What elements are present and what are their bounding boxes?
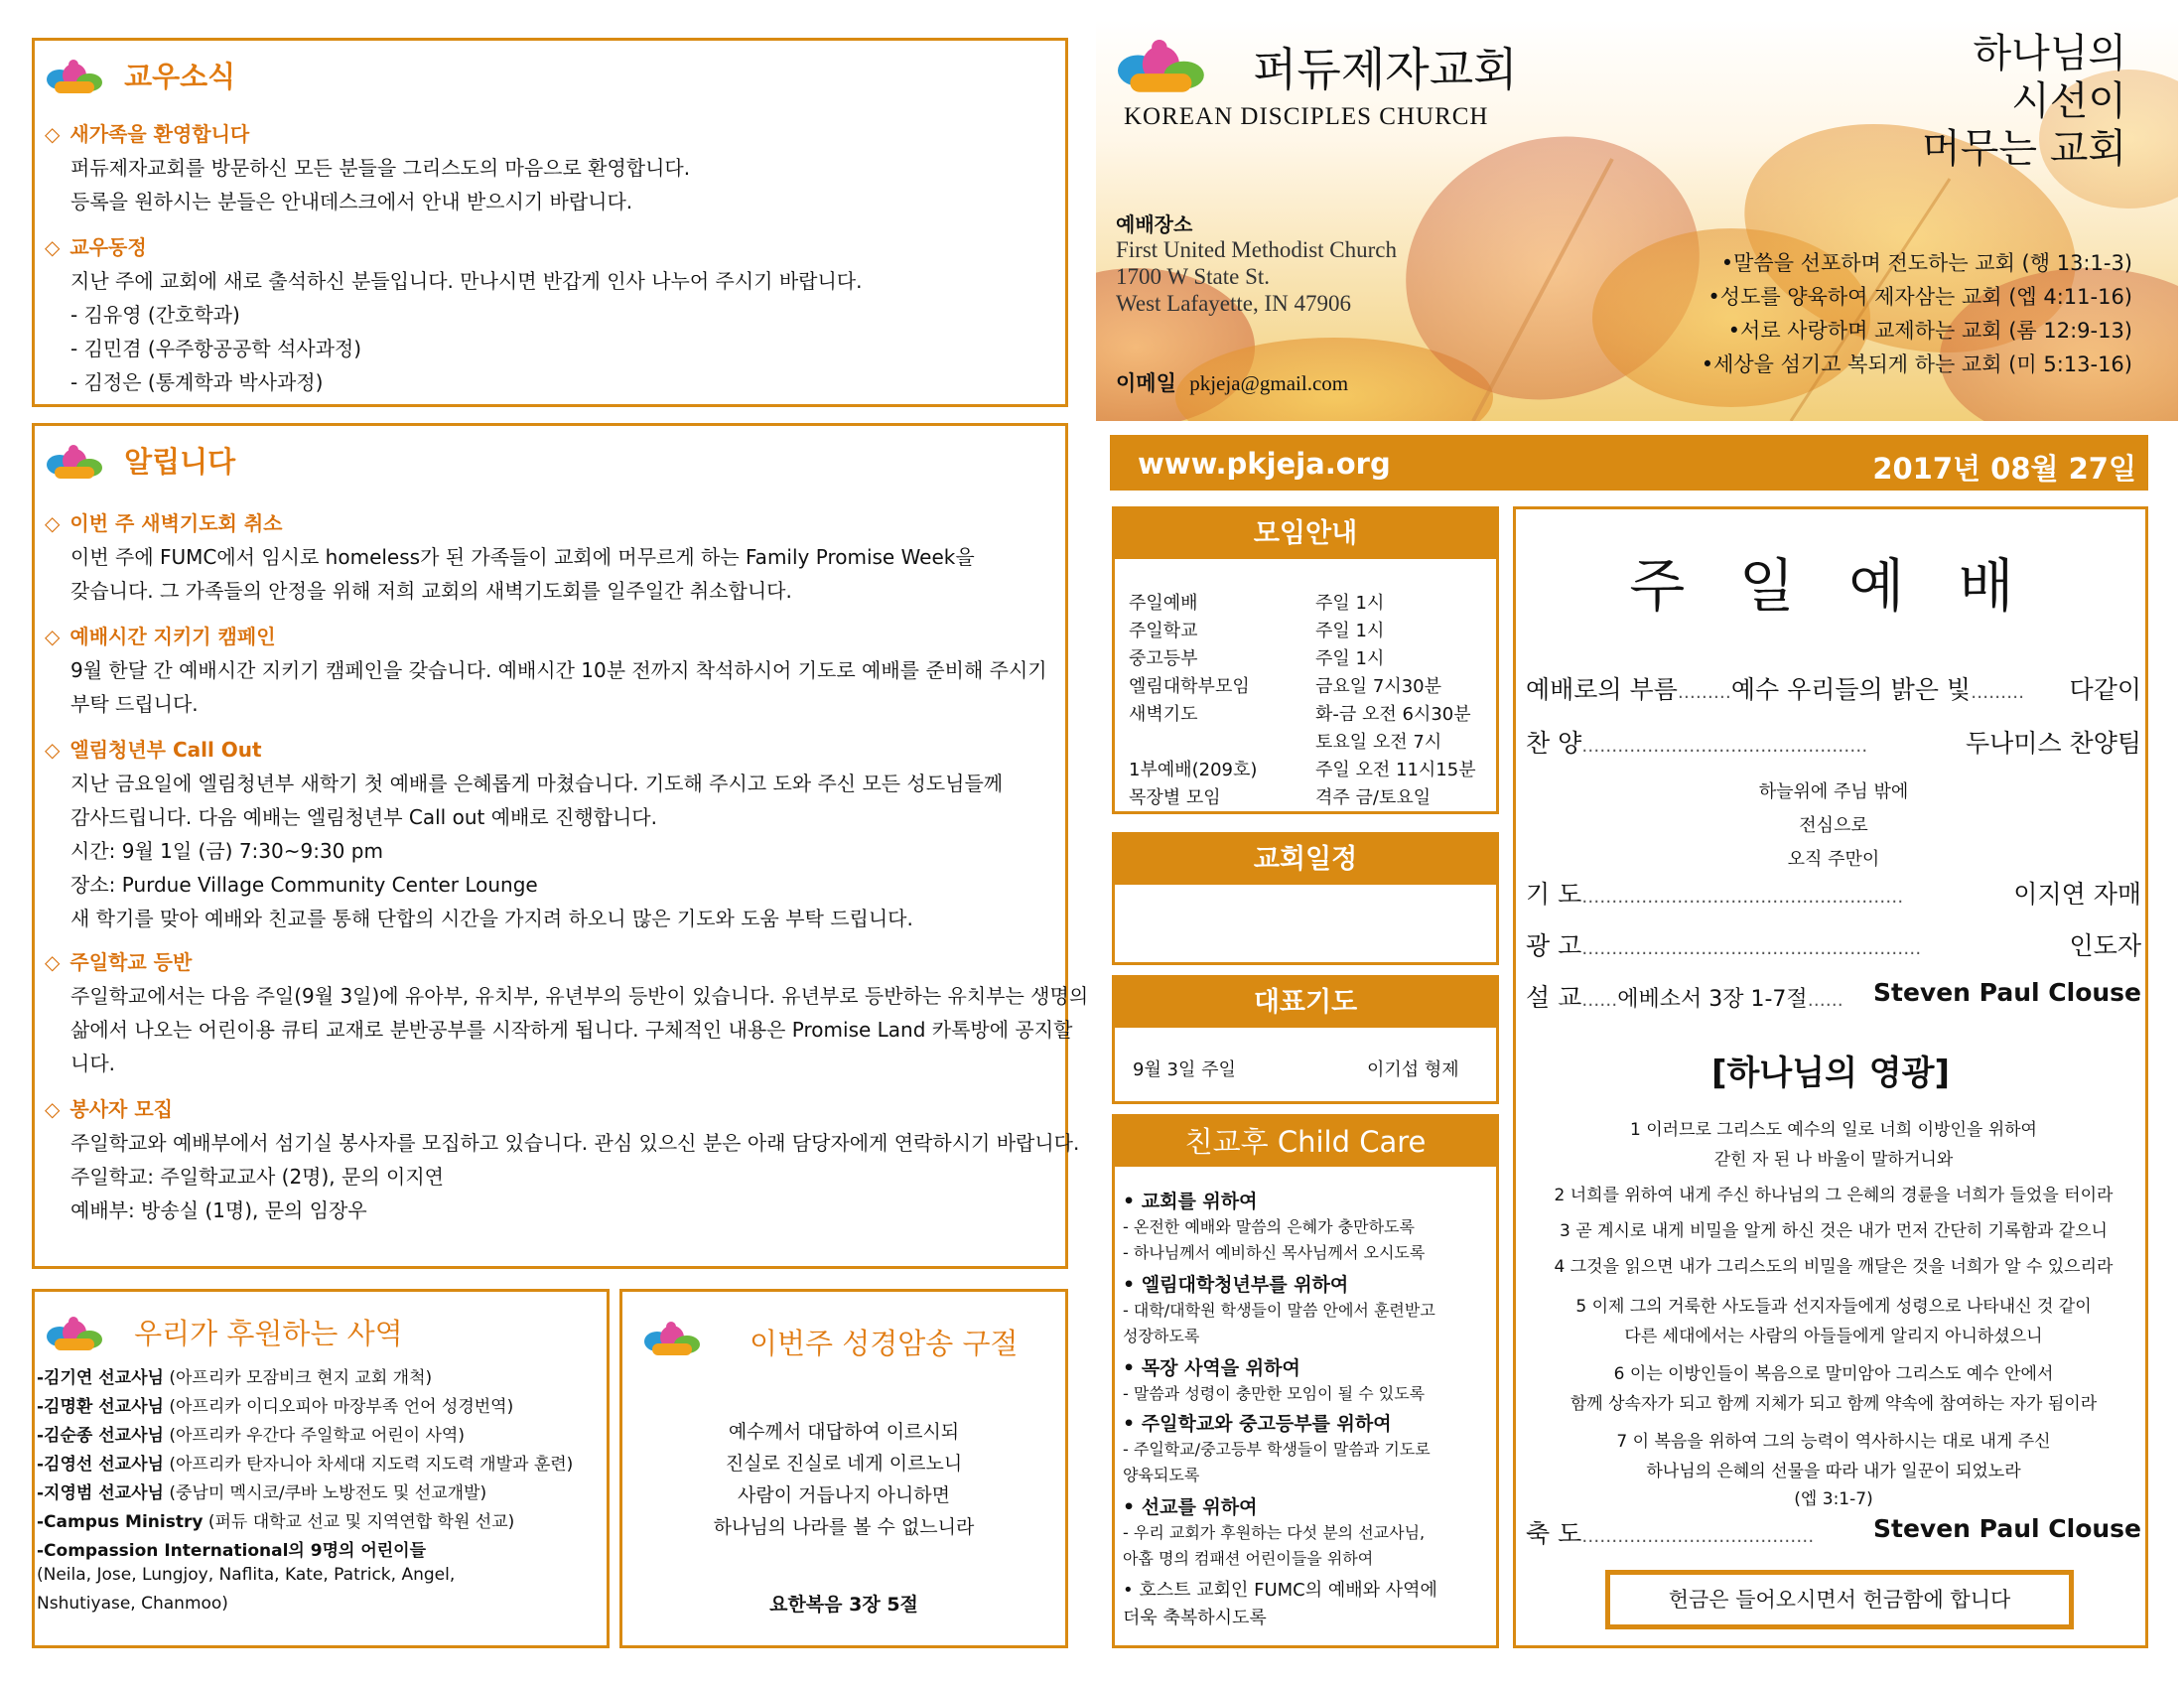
prayer-topic-line: - 말씀과 성령이 충만한 모임이 될 수 있도록: [1123, 1384, 1426, 1403]
notice-line: 주일학교: 주일학교교사 (2명), 문의 이지연: [70, 1165, 444, 1189]
notice-line: 새 학기를 맞아 예배와 친교를 통해 단합의 시간을 가지려 하오니 많은 기도와 도움 부탁 드립니다.: [70, 907, 913, 930]
notices-header: [47, 440, 235, 483]
memory-verse-ref: 요한복음 3장 5절: [769, 1594, 918, 1616]
meeting-name: 주일예배: [1129, 593, 1198, 614]
prayer-topic-line: - 우리 교회가 후원하는 다섯 분의 선교사님,: [1123, 1523, 1426, 1542]
order-announcements-leader: 인도자: [2069, 931, 2141, 960]
hymn-lyric: 하늘위에 주님 밖에: [1758, 781, 1909, 802]
childcare-section: [1112, 1114, 1499, 1648]
memory-verse-line: 하나님의 나라를 볼 수 없느니라: [713, 1516, 975, 1538]
hymn-lyric: 전심으로: [1799, 815, 1868, 836]
mission-item: -Campus Ministry (퍼듀 대학교 선교 및 지역연합 학원 선교): [37, 1512, 515, 1532]
news-line: 지난 주에 교회에 새로 출석하신 분들입니다. 만나시면 반갑게 인사 나누어 주시기 바랍니다.: [70, 269, 863, 293]
hymn-lyric: 오직 주만이: [1787, 849, 1880, 870]
prayer-topic-line: 아홉 명의 컴패션 어린이들을 위하여: [1123, 1549, 1374, 1568]
memory-verse-line: 예수께서 대답하여 이르시되: [728, 1421, 960, 1443]
meeting-time: 주일 오전 11시15분: [1315, 760, 1476, 780]
mission-item: -김기연 선교사님 (아프리카 모잠비크 현지 교회 개척): [37, 1368, 433, 1388]
missions-section: [32, 1289, 610, 1648]
prayer-topic-line: • 호스트 교회인 FUMC의 예배와 사역에: [1123, 1580, 1437, 1601]
compassion-children: Nshutiyase, Chanmoo): [37, 1594, 228, 1614]
meeting-time: 주일 1시: [1315, 621, 1385, 641]
news-item-heading: ◇ 새가족을 환영합니다: [45, 122, 250, 146]
memory-verse-section: [619, 1289, 1068, 1648]
church-logo-icon: [47, 60, 106, 97]
scripture-line: 7 이 복음을 위하여 그의 능력이 역사하시는 대로 내게 주신: [1616, 1432, 2051, 1452]
mission-item: -김순종 선교사님 (아프리카 우간다 주일학교 어린이 사역): [37, 1426, 465, 1446]
meeting-name: 1부예배(209호): [1129, 760, 1258, 780]
prayer-topic: • 주일학교와 중고등부를 위하여: [1123, 1413, 1392, 1435]
missions-title: 우리가 후원하는 사역: [134, 1317, 403, 1350]
scripture-line: 함께 상속자가 되고 함께 지체가 되고 함께 약속에 참여하는 자가 됨이라: [1570, 1394, 2098, 1414]
memory-verse-line: 진실로 진실로 네게 이르노니: [725, 1453, 963, 1475]
scripture-line: 1 이러므로 그리스도 예수의 일로 너희 이방인을 위하여: [1630, 1120, 2037, 1140]
meeting-name: 중고등부: [1129, 648, 1198, 669]
order-sermon-preacher: Steven Paul Clouse: [1873, 978, 2141, 1007]
notice-line: 이번 주에 FUMC에서 임시로 homeless가 된 가족들이 교회에 머무르게 하는 Family Promise Week을: [70, 545, 975, 569]
order-benediction-leader: Steven Paul Clouse: [1873, 1514, 2141, 1543]
news-title: 교우소식: [124, 60, 236, 93]
news-line: - 김정은 (통계학과 박사과정): [70, 370, 324, 394]
church-name-korean: 퍼듀제자교회: [1253, 43, 1518, 96]
scripture-line: 다른 세대에서는 사람의 아들들에게 알리지 아니하셨으니: [1624, 1327, 2043, 1346]
news-line: 등록을 원하시는 분들은 안내데스크에서 안내 받으시기 바랍니다.: [70, 190, 633, 213]
notice-line: 감사드립니다. 다음 예배는 엘림청년부 Call out 예배로 진행합니다.: [70, 805, 657, 829]
meeting-name: 주일학교: [1129, 621, 1198, 641]
order-call-leader: 다같이: [2069, 675, 2141, 704]
notice-line: 삶에서 나오는 어린이용 큐티 교재로 분반공부를 시작하게 됩니다. 구체적인 내용은 Promise Land 카톡방에 공지할: [70, 1018, 1073, 1042]
meeting-name: 목장별 모임: [1129, 787, 1221, 808]
notices-title: 알립니다: [124, 445, 236, 479]
website-date-bar: [1110, 435, 2148, 491]
prayer-topic: • 엘림대학청년부를 위하여: [1123, 1274, 1349, 1296]
meetings-title: 모임안내: [1115, 509, 1496, 559]
news-line: - 김유영 (간호학과): [70, 303, 240, 327]
church-logo-icon: [47, 445, 106, 483]
order-announcements: 광 고…………………………………………………: [1526, 931, 1922, 960]
order-sermon: 설 교……에베소서 3장 1-7절……: [1526, 983, 1843, 1012]
meeting-time: 화-금 오전 6시30분: [1315, 704, 1471, 725]
meeting-time: 주일 1시: [1315, 593, 1385, 614]
notice-heading: ◇ 예배시간 지키기 캠페인: [45, 625, 276, 648]
offering-notice: 헌금은 들어오시면서 헌금함에 합니다: [1605, 1570, 2074, 1629]
order-hymn: 찬 양…………………………………………: [1526, 729, 1868, 758]
order-benediction: 축 도…………………………………: [1526, 1519, 1815, 1548]
scripture-line: 하나님의 은혜의 선물을 따라 내가 일꾼이 되었노라: [1646, 1462, 2021, 1481]
prayer-date: 9월 3일 주일: [1133, 1059, 1236, 1080]
order-call-to-worship: 예배로의 부름………예수 우리들의 밝은 빛………: [1526, 675, 2025, 704]
notice-heading: ◇ 엘림청년부 Call Out: [45, 738, 262, 762]
notice-line: 갖습니다. 그 가족들의 안정을 위해 저희 교회의 새벽기도회를 일주일간 취소합니다.: [70, 579, 792, 603]
worship-order-section: [1513, 506, 2148, 1648]
notice-line: 주일학교에서는 다음 주일(9월 3일)에 유아부, 유치부, 유년부의 등반이 있습니다. 유년부로 등반하는 유치부는 생명의: [70, 984, 1089, 1008]
sermon-title: [하나님의 영광]: [1711, 1054, 1950, 1093]
church-logo-icon: [47, 1317, 106, 1354]
notice-line: 예배부: 방송실 (1명), 문의 임장우: [70, 1198, 367, 1222]
scripture-line: 갇힌 자 된 나 바울이 말하거니와: [1713, 1150, 1954, 1170]
notice-line: 지난 금요일에 엘림청년부 새학기 첫 예배를 은혜롭게 마쳤습니다. 기도해 주시고 도와 주신 모든 성도님들께: [70, 772, 1004, 795]
email-link[interactable]: pkjeja@gmail.com: [1189, 371, 1349, 395]
meeting-name: 새벽기도: [1129, 704, 1198, 725]
news-line: - 김민겸 (우주항공공학 석사과정): [70, 337, 362, 360]
prayer-topic: • 목장 사역을 위하여: [1123, 1357, 1300, 1379]
prayer-topic: • 교회를 위하여: [1123, 1191, 1258, 1212]
scripture-line: 4 그것을 읽으면 내가 그리스도의 비밀을 깨달은 것을 너희가 알 수 있으리라: [1554, 1257, 2114, 1277]
mission-item: -Compassion International의 9명의 어린이들: [37, 1541, 427, 1561]
notice-heading: ◇ 주일학교 등반: [45, 950, 193, 974]
meetings-section: [1112, 506, 1499, 814]
meeting-time: 주일 1시: [1315, 648, 1385, 669]
worship-location-label: 예배장소: [1116, 212, 1193, 236]
prayer-person: 이기섭 형제: [1367, 1059, 1459, 1080]
meeting-time: 금요일 7시30분: [1315, 676, 1442, 697]
order-prayer: 기 도………………………………………………: [1526, 880, 1904, 909]
news-section: [32, 38, 1068, 407]
scripture-reference: (엡 3:1-7): [1794, 1489, 1873, 1509]
notice-line: 부탁 드립니다.: [70, 692, 199, 716]
church-schedule-section: [1112, 832, 1499, 965]
memory-verse-title: 이번주 성경암송 구절: [750, 1327, 1019, 1360]
church-values: •말씀을 선포하며 전도하는 교회 (행 13:1-3) •성도를 양육하여 제자삼는 교회 (엡 4:11-16) •서로 사랑하며 교제하는 교회 (롬 12:9-13) •세상을 섬기고 복되게 하는 교회 (미 5:13-16): [1701, 251, 2132, 376]
church-name-english: KOREAN DISCIPLES CHURCH: [1124, 103, 1489, 130]
news-header: [47, 55, 235, 97]
notice-line: 니다.: [70, 1052, 115, 1075]
prayer-topic-line: 양육되도록: [1123, 1466, 1200, 1484]
compassion-children: (Neila, Jose, Lungjoy, Naflita, Kate, Patrick, Angel,: [37, 1565, 456, 1585]
church-logo-icon: [1118, 40, 1210, 98]
prayer-topic: • 선교를 위하여: [1123, 1496, 1258, 1518]
prayer-leader-section: [1112, 975, 1499, 1104]
mission-item: -김영선 선교사님 (아프리카 탄자니아 차세대 지도력 지도력 개발과 훈련): [37, 1455, 574, 1475]
notices-section: [32, 423, 1089, 1269]
prayer-topic-line: - 하나님께서 예비하신 목사님께서 오시도록: [1123, 1243, 1426, 1262]
missions-header: [47, 1312, 403, 1354]
bulletin-date: 2017년 08월 27일: [1872, 452, 2136, 486]
prayer-topic-line: - 대학/대학원 학생들이 말씀 안에서 훈련받고: [1123, 1301, 1435, 1320]
scripture-line: 3 곧 계시로 내게 비밀을 알게 하신 것은 내가 먼저 간단히 기록함과 같으니: [1560, 1221, 2108, 1241]
order-hymn-leader: 두나미스 찬양팀: [1966, 729, 2141, 758]
meeting-time: 토요일 오전 7시: [1315, 732, 1442, 753]
scripture-line: 2 너희를 위하여 내게 주신 하나님의 그 은혜의 경륜을 너희가 들었을 터이라: [1554, 1186, 2114, 1205]
website-link[interactable]: www.pkjeja.org: [1138, 447, 1391, 481]
address: First United Methodist Church 1700 W State St. West Lafayette, IN 47906: [1116, 237, 1398, 316]
slogan: 하나님의 시선이 머무는 교회: [1922, 31, 2126, 172]
schedule-title: 교회일정: [1115, 835, 1496, 885]
scripture-line: 5 이제 그의 거룩한 사도들과 선지자들에게 성령으로 나타내신 것 같이: [1575, 1297, 2092, 1317]
scripture-line: 6 이는 이방인들이 복음으로 말미암아 그리스도 예수 안에서: [1613, 1364, 2054, 1384]
news-item-heading: ◇ 교우동정: [45, 235, 147, 259]
prayer-topic-line: - 온전한 예배와 말씀의 은혜가 충만하도록: [1123, 1217, 1415, 1236]
news-line: 퍼듀제자교회를 방문하신 모든 분들을 그리스도의 마음으로 환영합니다.: [70, 156, 691, 180]
prayer-topic-line: 더욱 축복하시도록: [1123, 1608, 1267, 1628]
notice-line: 9월 한달 간 예배시간 지키기 캠페인을 갖습니다. 예배시간 10분 전까지 착석하시어 기도로 예배를 준비해 주시기: [70, 658, 1047, 682]
worship-title: 주 일 예 배: [1629, 552, 2032, 620]
prayer-title: 대표기도: [1115, 978, 1496, 1028]
church-logo-icon: [644, 1322, 704, 1359]
childcare-title: 친교후 Child Care: [1115, 1117, 1496, 1167]
email: 이메일 pkjeja@gmail.com: [1116, 371, 1349, 395]
mission-item: -지영범 선교사님 (중남미 멕시코/쿠바 노방전도 및 선교개발): [37, 1483, 487, 1503]
prayer-topic-line: 성장하도록: [1123, 1327, 1200, 1345]
notice-line: 장소: Purdue Village Community Center Lounge: [70, 873, 538, 897]
prayer-topic-line: - 주일학교/중고등부 학생들이 말씀과 기도로: [1123, 1440, 1431, 1459]
meeting-time: 격주 금/토요일: [1315, 787, 1432, 808]
memory-verse-line: 사람이 거듭나지 아니하면: [738, 1484, 950, 1506]
mission-item: -김명환 선교사님 (아프리카 이디오피아 마장부족 언어 성경번역): [37, 1397, 514, 1417]
header-banner: [1096, 20, 2178, 421]
notice-line: 주일학교와 예배부에서 섬기실 봉사자를 모집하고 있습니다. 관심 있으신 분은 아래 담당자에게 연락하시기 바랍니다.: [70, 1131, 1080, 1155]
notice-heading: ◇ 봉사자 모집: [45, 1097, 173, 1121]
meeting-name: 엘림대학부모임: [1129, 676, 1250, 697]
notice-line: 시간: 9월 1일 (금) 7:30~9:30 pm: [70, 839, 383, 863]
notice-heading: ◇ 이번 주 새벽기도회 취소: [45, 511, 283, 535]
order-prayer-leader: 이지연 자매: [2013, 880, 2141, 909]
